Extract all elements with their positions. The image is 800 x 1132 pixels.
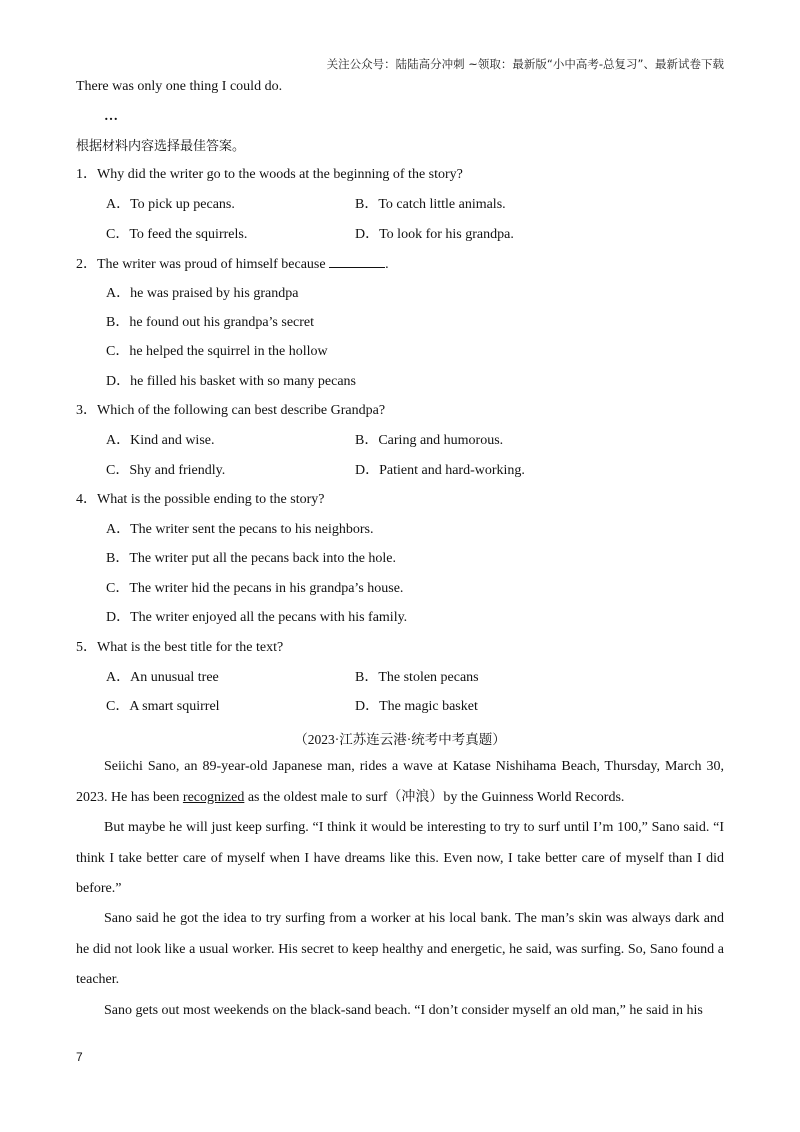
q3-option-a: A．Kind and wise.	[106, 433, 215, 448]
answer-blank	[329, 255, 385, 268]
q5-option-d: D．The magic basket	[355, 699, 478, 714]
instruction: 根据材料内容选择最佳答案。	[76, 139, 246, 154]
ellipsis: …	[104, 109, 118, 124]
passage-paragraph-3: Sano said he got the idea to try surfing from a worker at his local bank. The man’s skin was always dark and he did not look like a usual worker. His secret to keep healthy and energetic, he said, was surfing. So, Sano found a teacher.	[76, 911, 724, 987]
paragraph-1-text-end: as the oldest male to surf（冲浪）by the Guinness World Records.	[244, 789, 625, 805]
q3-option-b: B．Caring and humorous.	[355, 433, 504, 448]
page-number: 7	[76, 1050, 83, 1064]
q2-option-c: C．he helped the squirrel in the hollow	[106, 344, 328, 359]
underlined-word: recognized	[182, 789, 245, 805]
q5-option-c: C．A smart squirrel	[106, 699, 220, 714]
passage-paragraph-2: But maybe he will just keep surfing. “I think it would be interesting to try to surf until I’m 100,” Sano said. “I think I take better care of myself when I have dreams like this. Even now, I take better care of myself than I did before.”	[76, 820, 724, 896]
q5-option-a: A．An unusual tree	[106, 670, 219, 685]
page-header: 关注公众号：陆陆高分冲刺 ~领取：最新版“小中高考-总复习”、最新试卷下载	[326, 57, 724, 71]
q4-option-b: B．The writer put all the pecans back into the hole.	[106, 551, 397, 566]
q1-option-a: A．To pick up pecans.	[106, 197, 235, 212]
intro-line: There was only one thing I could do.	[76, 79, 283, 94]
q2-option-b: B．he found out his grandpa’s secret	[106, 315, 315, 330]
q5-option-b: B．The stolen pecans	[355, 670, 479, 685]
q3-option-d: D．Patient and hard-working.	[355, 463, 525, 478]
question-3-stem: 3．Which of the following can best describe Grandpa?	[76, 403, 386, 418]
q2-option-a: A．he was praised by his grandpa	[106, 286, 299, 301]
passage-paragraph-4: Sano gets out most weekends on the black-sand beach. “I don’t consider myself an old man,” he said in his	[104, 1003, 703, 1018]
paragraph-1-text: Seiichi Sano, an 89-year-old Japanese man, rides a wave at Katase Nishihama Beach, Thursday, March 30, 2023. He has been	[76, 759, 724, 805]
q3-option-c: C．Shy and friendly.	[106, 463, 226, 478]
source-citation: （2023·江苏连云港·统考中考真题）	[294, 732, 506, 747]
question-2-stem	[76, 255, 389, 274]
passage-paragraph-1	[76, 752, 724, 813]
question-2-stem-text: 2．The writer was proud of himself because	[76, 257, 330, 272]
q4-option-a: A．The writer sent the pecans to his neighbors.	[106, 522, 374, 537]
question-2-stem-end: .	[385, 257, 389, 272]
q4-option-d: D．The writer enjoyed all the pecans with his family.	[106, 610, 408, 625]
q2-option-d: D．he filled his basket with so many pecans	[106, 374, 357, 389]
question-4-stem: 4．What is the possible ending to the story?	[76, 492, 325, 507]
q4-option-c: C．The writer hid the pecans in his grandpa’s house.	[106, 581, 404, 596]
q1-option-c: C．To feed the squirrels.	[106, 227, 248, 242]
question-1-stem: 1．Why did the writer go to the woods at the beginning of the story?	[76, 167, 463, 182]
q1-option-d: D．To look for his grandpa.	[355, 227, 514, 242]
q1-option-b: B．To catch little animals.	[355, 197, 506, 212]
question-5-stem: 5．What is the best title for the text?	[76, 640, 284, 655]
